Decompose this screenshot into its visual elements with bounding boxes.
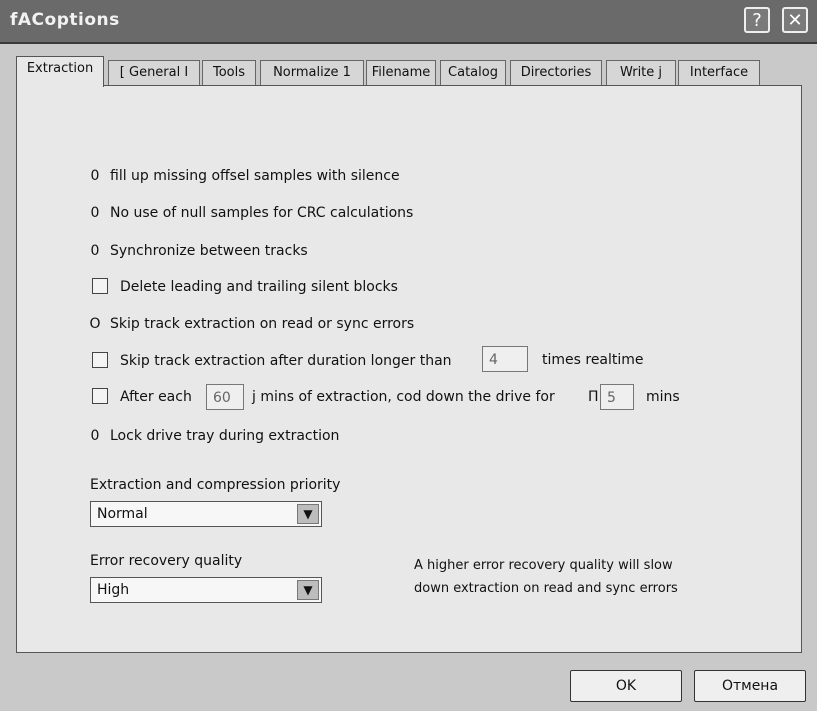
cooldown-minutes-input[interactable]: 60 [206,384,244,410]
priority-label: Extraction and compression priority [90,477,341,493]
chevron-down-icon[interactable]: ▼ [297,504,319,524]
cooldown-suffix: mins [646,389,680,405]
duration-suffix: times realtime [542,352,644,368]
option-label: Synchronize between tracks [110,243,308,259]
tab-extraction[interactable]: Extraction [16,56,104,87]
help-button[interactable]: ? [744,7,770,33]
skip-duration-checkbox[interactable] [92,352,108,368]
option-synchronize[interactable] [88,240,308,262]
tab-write[interactable]: Write j [606,60,676,85]
option-label: Skip track extraction after duration longer than [120,353,452,369]
option-marker[interactable]: O [89,316,101,332]
option-label: Lock drive tray during extraction [110,428,340,444]
recovery-select[interactable] [90,577,322,603]
ok-button[interactable]: OK [570,670,682,702]
option-delete-silent[interactable] [92,276,398,298]
priority-select[interactable] [90,501,322,527]
option-label: No use of null samples for CRC calculations [110,205,414,221]
option-cooldown[interactable] [92,386,192,408]
title-bar [0,0,817,44]
tab-interface[interactable]: Interface [678,60,760,85]
option-marker[interactable]: 0 [90,243,100,259]
tab-tools[interactable]: Tools [202,60,256,85]
cooldown-middle-text: j mins of extraction, cod down the drive for [252,389,555,405]
recovery-note-line-2: down extraction on read and sync errors [414,581,678,596]
option-marker[interactable]: 0 [90,168,100,184]
tab-general[interactable]: [ General I [108,60,200,85]
cooldown-duration-input[interactable]: 5 [600,384,634,410]
cancel-button[interactable]: Отмена [694,670,806,702]
close-button[interactable]: ✕ [782,7,808,33]
tab-strip [16,58,776,86]
tab-directories[interactable]: Directories [510,60,602,85]
chevron-down-icon[interactable]: ▼ [297,580,319,600]
option-lock-tray[interactable] [88,425,339,447]
delete-silent-checkbox[interactable] [92,278,108,294]
cooldown-checkbox[interactable] [92,388,108,404]
option-label: Skip track extraction on read or sync errors [110,316,415,332]
option-label: After each [120,389,192,405]
priority-value: Normal [97,506,148,522]
cooldown-prefix: П [588,389,599,405]
recovery-value: High [97,582,130,598]
recovery-note-line-1: A higher error recovery quality will slow [414,558,673,573]
option-skip-duration[interactable] [92,350,452,372]
option-label: Delete leading and trailing silent blocks [120,279,398,295]
option-null-samples[interactable] [88,202,413,224]
recovery-note [414,554,734,600]
recovery-label: Error recovery quality [90,553,243,569]
option-skip-errors[interactable] [88,313,414,335]
tab-filename[interactable]: Filename [366,60,436,85]
option-marker[interactable]: 0 [90,205,100,221]
window-title: fACoptions [10,10,120,30]
duration-input[interactable]: 4 [482,346,528,372]
tab-catalog[interactable]: Catalog [440,60,506,85]
option-label: fill up missing offsel samples with silence [110,168,400,184]
option-marker[interactable]: 0 [90,428,100,444]
tab-normalize[interactable]: Normalize 1 [260,60,364,85]
option-fill-offset[interactable] [88,165,400,187]
